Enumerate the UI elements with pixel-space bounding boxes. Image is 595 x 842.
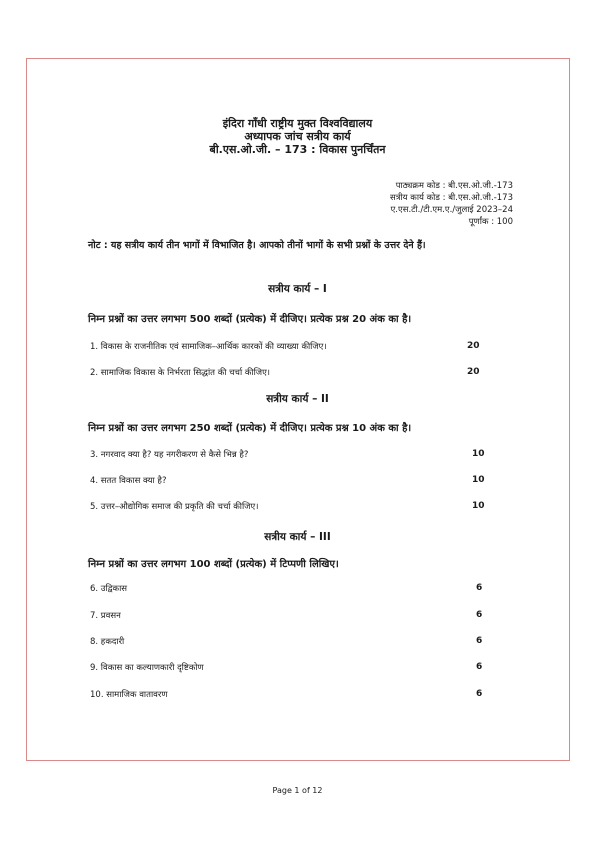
question-9-marks: 6 xyxy=(476,662,483,672)
max-marks: पूर्णांक : 100 xyxy=(468,217,513,227)
question-2-marks: 20 xyxy=(467,367,480,377)
section-instruction-3: निम्न प्रश्नों का उत्तर लगभग 100 शब्दों (प्रत्येक) में टिप्पणी लिखिए। xyxy=(88,559,339,570)
question-3-marks: 10 xyxy=(472,449,485,459)
university-name: इंदिरा गाँधी राष्ट्रीय मुक्त विश्वविद्यालय xyxy=(222,117,373,130)
question-1-marks: 20 xyxy=(467,341,480,351)
question-6: 6. उद्विकास xyxy=(90,584,128,594)
section-instruction-2: निम्न प्रश्नों का उत्तर लगभग 250 शब्दों (प्रत्येक) में दीजिए। प्रत्येक प्रश्न 10 अंक का है। xyxy=(88,423,412,434)
section-title-3: सत्रीय कार्य – III xyxy=(264,531,331,543)
course-code: पाठ्यक्रम कोड : बी.एस.ओ.जी.-173 xyxy=(395,181,513,191)
question-9: 9. विकास का कल्याणकारी दृष्टिकोण xyxy=(90,663,204,673)
question-6-marks: 6 xyxy=(476,583,483,593)
assignment-type: अध्यापक जांच सत्रीय कार्य xyxy=(244,130,351,143)
question-8: 8. हकदारी xyxy=(90,637,125,647)
assignment-code: सत्रीय कार्य कोड : बी.एस.ओ.जी.-173 xyxy=(390,193,513,203)
section-title-1: सत्रीय कार्य – I xyxy=(268,283,327,295)
question-2: 2. सामाजिक विकास के निर्भरता सिद्धांत की चर्चा कीजिए। xyxy=(90,368,271,378)
question-7-marks: 6 xyxy=(476,610,483,620)
question-4-marks: 10 xyxy=(472,475,485,485)
page-border xyxy=(26,58,570,761)
page-number: Page 1 of 12 xyxy=(272,786,323,795)
question-3: 3. नगरवाद क्या है? यह नगरीकरण से कैसे भिन्न है? xyxy=(90,450,249,460)
session: ए.एस.टी./टी.एम.ए./जुलाई 2023–24 xyxy=(390,205,513,215)
note: नोट : यह सत्रीय कार्य तीन भागों में विभाजित है। आपको तीनों भागों के सभी प्रश्नों के उत्तर देने हैं। xyxy=(88,240,426,251)
question-8-marks: 6 xyxy=(476,636,483,646)
question-5: 5. उत्तर–औद्योगिक समाज की प्रकृति की चर्चा कीजिए। xyxy=(90,502,259,512)
question-5-marks: 10 xyxy=(472,501,485,511)
course-title: बी.एस.ओ.जी. – 173 : विकास पुनर्चिंतन xyxy=(209,143,386,156)
section-title-2: सत्रीय कार्य – II xyxy=(266,393,329,405)
question-4: 4. सतत विकास क्या है? xyxy=(90,476,167,486)
question-10: 10. सामाजिक वातावरण xyxy=(90,690,168,700)
question-1: 1. विकास के राजनीतिक एवं सामाजिक–आर्थिक कारकों की व्याख्या कीजिए। xyxy=(90,342,327,352)
question-7: 7. प्रवसन xyxy=(90,611,121,621)
question-10-marks: 6 xyxy=(476,689,483,699)
section-instruction-1: निम्न प्रश्नों का उत्तर लगभग 500 शब्दों (प्रत्येक) में दीजिए। प्रत्येक प्रश्न 20 अंक का है। xyxy=(88,314,412,325)
